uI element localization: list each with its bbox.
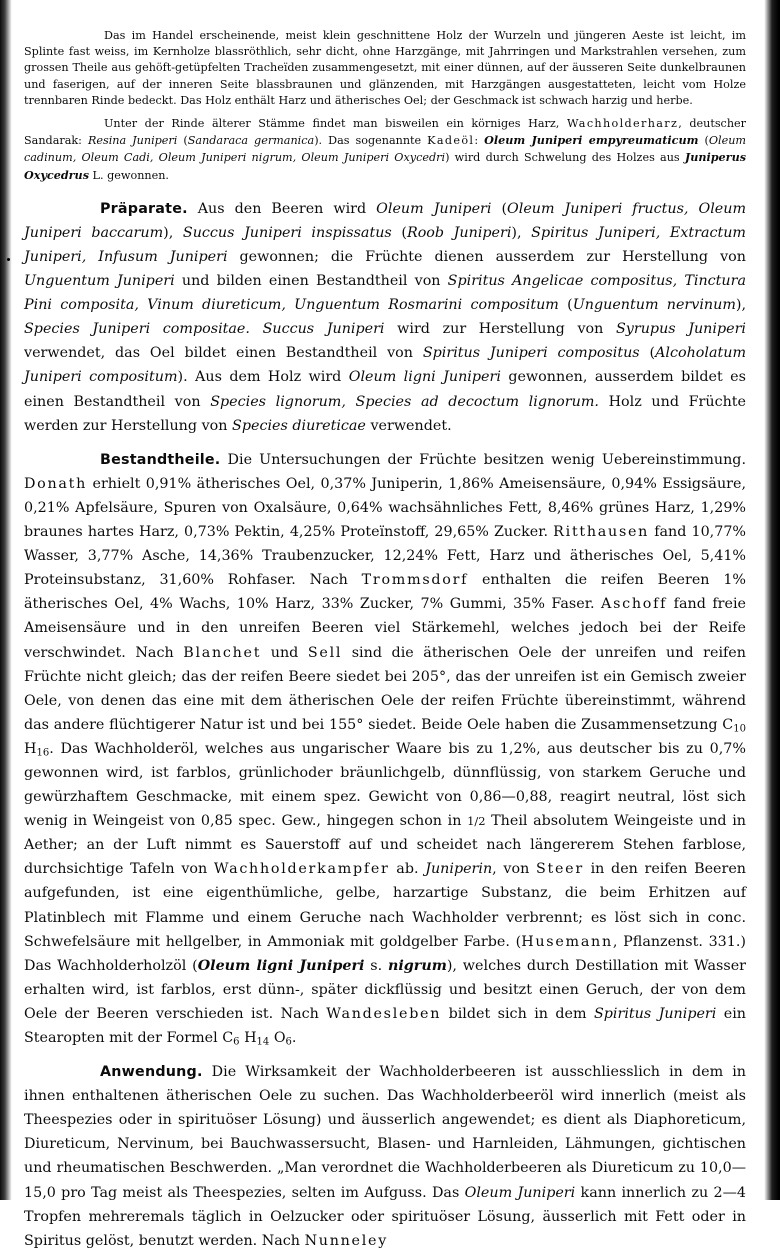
section-bestandtheile — [24, 448, 746, 1050]
section-heading: Anwendung. — [100, 1064, 203, 1081]
text-span: O — [269, 1030, 286, 1047]
text-span: ), welches durch Destillation mit Wasser erhalten wird, ist farblos, erst dünn-, später dickflüssig und besitzt einen Geruch, der von dem Oele der Beeren verschieden ist. Nach — [24, 957, 746, 1022]
text-span: ), — [163, 224, 183, 241]
text-span: wird zur Herstellung von — [384, 321, 616, 338]
term-wachholderkampfer: Wachholderkampfer — [213, 861, 390, 878]
latin-term: Succus Juniperi — [262, 321, 385, 338]
text-span: ), — [735, 297, 747, 314]
text-span: s. — [364, 957, 388, 974]
latin-term: Resina Juniperi — [87, 134, 178, 148]
latin-term: Unguentum Juniperi — [24, 273, 175, 290]
subscript: 6 — [233, 1036, 240, 1048]
author-name: Sell — [307, 644, 343, 661]
section-heading: Bestandtheile. — [100, 451, 221, 468]
wood-description-paragraph — [24, 28, 746, 109]
latin-term: Roob Juniperi — [406, 224, 512, 241]
term-wachholderharz: Wachholderharz — [566, 117, 679, 131]
text-span: ein Stearopten mit der Formel C — [24, 1005, 746, 1047]
section-praeparate — [24, 197, 746, 438]
latin-term: Juniperin — [425, 861, 493, 878]
latin-term: Oleum Juniperi — [464, 1184, 576, 1201]
latin-term: Spiritus Angelicae compositus, Tinctura Pini composita, Vinum diureticum, Unguentum Rosmarini compositum — [24, 273, 746, 314]
subscript: 14 — [256, 1036, 270, 1048]
text-span: L. gewonnen. — [89, 168, 169, 182]
fraction: 1/2 — [467, 814, 486, 829]
paragraph-text: Das im Handel erscheinende, meist klein geschnittene Holz der Wurzeln und jüngeren Aeste ist leicht, im Splinte fast weiss, im Kernholze blassröthlich, sehr dicht, ohne Harzgänge, mit Jahrringen und Markstrahlen versehen, zum grossen Theile aus gehöft-getüpfelten Tracheïden zusammengesetzt, mit einer dünnen, auf der äusseren Seite dunkelbraunen und faserigen, auf der inneren Seite blassbraunen und glänzenden, mit Harzgängen ausgestatteten, leicht vom Holze trennbaren Rinde bedeckt. Das Holz enthält Harz und ätherisches Oel; der Geschmack ist schwach harzig und herbe. — [24, 29, 746, 107]
author-name: Ritthausen — [553, 524, 650, 541]
text-span: Die Untersuchungen der Früchte besitzen wenig Uebereinstimmung. — [220, 451, 746, 468]
text-span: sind die ätherischen Oele der unreifen und reifen Früchte nicht gleich; das der reifen Beere siedet bei 205°, das der unreifen ist ein Gemisch zweier Oele, von denen das eine mit dem ätherischen Oele der reifen Früchte übereinstimmt, während das andere flüchtigerer Natur ist und bei 155° siedet. Beide Oele haben die Zusammensetzung C — [24, 644, 746, 733]
latin-term: Spiritus Juniperi — [593, 1005, 717, 1022]
resin-paragraph — [24, 116, 746, 184]
text-span: kann innerlich zu 2—4 Tropfen mehreremals täglich in Oelzucker oder spirituöser Lösung, äusserlich mit Fett oder in Spiritus gelöst, benutzt werden. Nach — [24, 1184, 747, 1249]
author-name: Nunneley — [304, 1232, 388, 1249]
latin-term: nigrum — [387, 957, 447, 974]
latin-term: Oleum ligni Juniperi — [197, 957, 365, 974]
latin-term: Spiritus Juniperi, Extractum Juniperi, Infusum Juniperi — [24, 224, 746, 266]
subscript: 6 — [285, 1036, 292, 1048]
text-span: enthalten die reifen Beeren 1% ätherisches Oel, 4% Wachs, 10% Harz, 33% Zucker, 7% Gummi, 35% Faser. — [24, 572, 746, 613]
text-span: in den reifen Beeren aufgefunden, ist eine eigenthümliche, gelbe, harzartige Substanz, die beim Erhitzen auf Platinblech mit Flamme und einem Geruche nach Wachholder verbrennt; es löst sich in conc. Schwefelsäure mit hellgelber, in Ammoniak mit goldgelber Farbe. ( — [24, 861, 747, 950]
text-span: gewonnen; die Früchte dienen ausserdem zur Herstellung von — [227, 249, 746, 266]
text-span: ( — [491, 200, 508, 217]
latin-term: Alcoholatum Juniperi compositum — [24, 345, 746, 386]
text-span: Die Wirksamkeit der Wachholderbeeren ist ausschliesslich in dem in ihnen enthaltenen ätherischen Oele zu suchen. Das Wachholderbeeröl wird innerlich (meist als Theespezies oder in spirituöser Lösung) und äusserlich angewendet; es dient als Diaphoreticum, Diureticum, Nervinum, bei Bauchwassersucht, Blasen- und Harnleiden, Lähmungen, gichtischen und rheumatischen Beschwerden. „Man verordnet die Wachholderbeeren als Diureticum zu 10,0—15,0 pro Tag meist als Theespezies, selten im Aufguss. Das — [24, 1064, 746, 1201]
subscript: 16 — [36, 747, 50, 759]
text-span: , deutscher Sandarak: — [24, 117, 746, 148]
section-heading: Präparate. — [100, 200, 188, 217]
text-span: ( — [177, 134, 188, 148]
text-span: ), — [511, 224, 532, 241]
page-shadow-left — [0, 0, 12, 1200]
latin-term: Oleum cadinum, Oleum Cadi, Oleum Juniperi nigrum, Oleum Juniperi Oxycedri — [24, 134, 747, 165]
latin-term: Syrupus Juniperi — [616, 321, 746, 338]
text-span: ( — [391, 224, 407, 241]
text-span: . Das Wachholderöl, welches aus ungarischer Waare bis zu 1,2%, aus deutscher bis zu 0,7% gewonnen wird, ist farblos, grünlichoder bräunlichgelb, dünnflüssig, von starkem Geruche und gewürzhaftem Geschmacke, mit einem spez. Gewicht von 0,86—0,88, reagirt neutral, löst sich wenig in Weingeist von 0,85 spec. Gew., hingegen schon in — [24, 740, 746, 830]
document-body — [24, 28, 746, 1253]
text-span: erhielt 0,91% ätherisches Oel, 0,37% Juniperin, 1,86% Ameisensäure, 0,94% Essigsäure, 0,21% Apfelsäure, Spuren von Oxalsäure, 0,64% wachsähnliches Fett, 8,46% grünes Harz, 1,29% braunes hartes Harz, 0,73% Pektin, 4,25% Proteïnstoff, 29,65% Zucker. — [24, 475, 746, 541]
latin-term: Oleum Juniperi empyreumaticum — [484, 133, 699, 148]
latin-term: Juniperus Oxycedrus — [24, 150, 746, 182]
latin-term: Species lignorum, Species ad decoctum lignorum. — [210, 393, 599, 410]
text-span: ) wird durch Schwelung des Holzes aus — [445, 151, 685, 165]
text-span: ). Das sogenannte — [314, 134, 428, 148]
text-span: ab. — [389, 861, 426, 878]
author-name: Wandesleben — [326, 1005, 442, 1022]
latin-term: Species diureticae — [232, 417, 366, 434]
section-anwendung — [24, 1060, 746, 1253]
author-name: Trommsdorf — [361, 572, 469, 589]
text-span — [250, 321, 263, 337]
margin-mark — [7, 258, 10, 261]
text-span: verwendet, das Oel bildet einen Bestandtheil von — [24, 345, 423, 362]
text-span: , von — [492, 861, 536, 878]
author-name: Blanchet — [183, 644, 262, 661]
latin-term: Succus Juniperi inspissatus — [182, 224, 392, 241]
text-span: fand 10,77% Wasser, 3,77% Asche, 14,36% Traubenzucker, 12,24% Fett, Harz und ätherisches Oel, 5,41% Proteinsubstanz, 31,60% Rohfaser. Nach — [24, 524, 746, 589]
text-span: bildet sich in dem — [441, 1005, 594, 1022]
author-name: Steer — [536, 861, 584, 878]
latin-term: Spiritus Juniperi compositus — [422, 345, 640, 362]
text-span: verwendet. — [365, 417, 452, 434]
text-span: Unter der Rinde älterer Stämme findet man bisweilen ein körniges Harz, — [104, 117, 567, 131]
text-span: gewonnen, ausserdem bildet es einen Bestandtheil von — [24, 369, 746, 410]
text-span: und bilden einen Bestandtheil von — [174, 273, 448, 290]
text-span: ( — [558, 297, 573, 314]
text-span: H — [239, 1030, 257, 1047]
text-span: ( — [698, 134, 709, 148]
term-kadeoel: Kadeöl — [427, 134, 475, 148]
text-span: Holz und Früchte werden zur Herstellung von — [24, 393, 746, 434]
page-shadow-right — [764, 0, 780, 1200]
text-span: ( — [639, 345, 656, 362]
latin-term: Oleum Juniperi — [376, 200, 492, 217]
subscript: 10 — [733, 723, 746, 735]
latin-term: Oleum ligni Juniperi — [348, 369, 501, 386]
latin-term: Species Juniperi compositae. — [24, 321, 250, 338]
author-name: Donath — [24, 475, 88, 492]
author-name: Aschoff — [601, 596, 668, 613]
author-name: Husemann — [521, 933, 613, 950]
text-span: H — [24, 740, 37, 757]
text-span: . — [291, 1030, 297, 1047]
latin-term: Sandaraca germanica — [187, 134, 315, 148]
latin-term: Unguentum nervinum — [572, 297, 736, 314]
text-span: ). Aus dem Holz wird — [177, 369, 349, 386]
text-span: fand freie Ameisensäure und in den unreifen Beeren viel Stärkemehl, welches jedoch bei der Reife verschwindet. Nach — [24, 596, 746, 661]
text-span: : — [474, 134, 485, 148]
text-span: und — [261, 644, 308, 661]
text-span: Theil absolutem Weingeiste und in Aether; an der Luft nimmt es Sauerstoff auf und scheidet nach längererem Stehen farblose, durchsichtige Tafeln von — [24, 813, 746, 878]
latin-term: Oleum Juniperi fructus, Oleum Juniperi baccarum — [24, 200, 747, 241]
text-span: , Pflanzenst. 331.) Das Wachholderholzöl ( — [24, 933, 746, 974]
text-span: Aus den Beeren wird — [187, 200, 377, 217]
